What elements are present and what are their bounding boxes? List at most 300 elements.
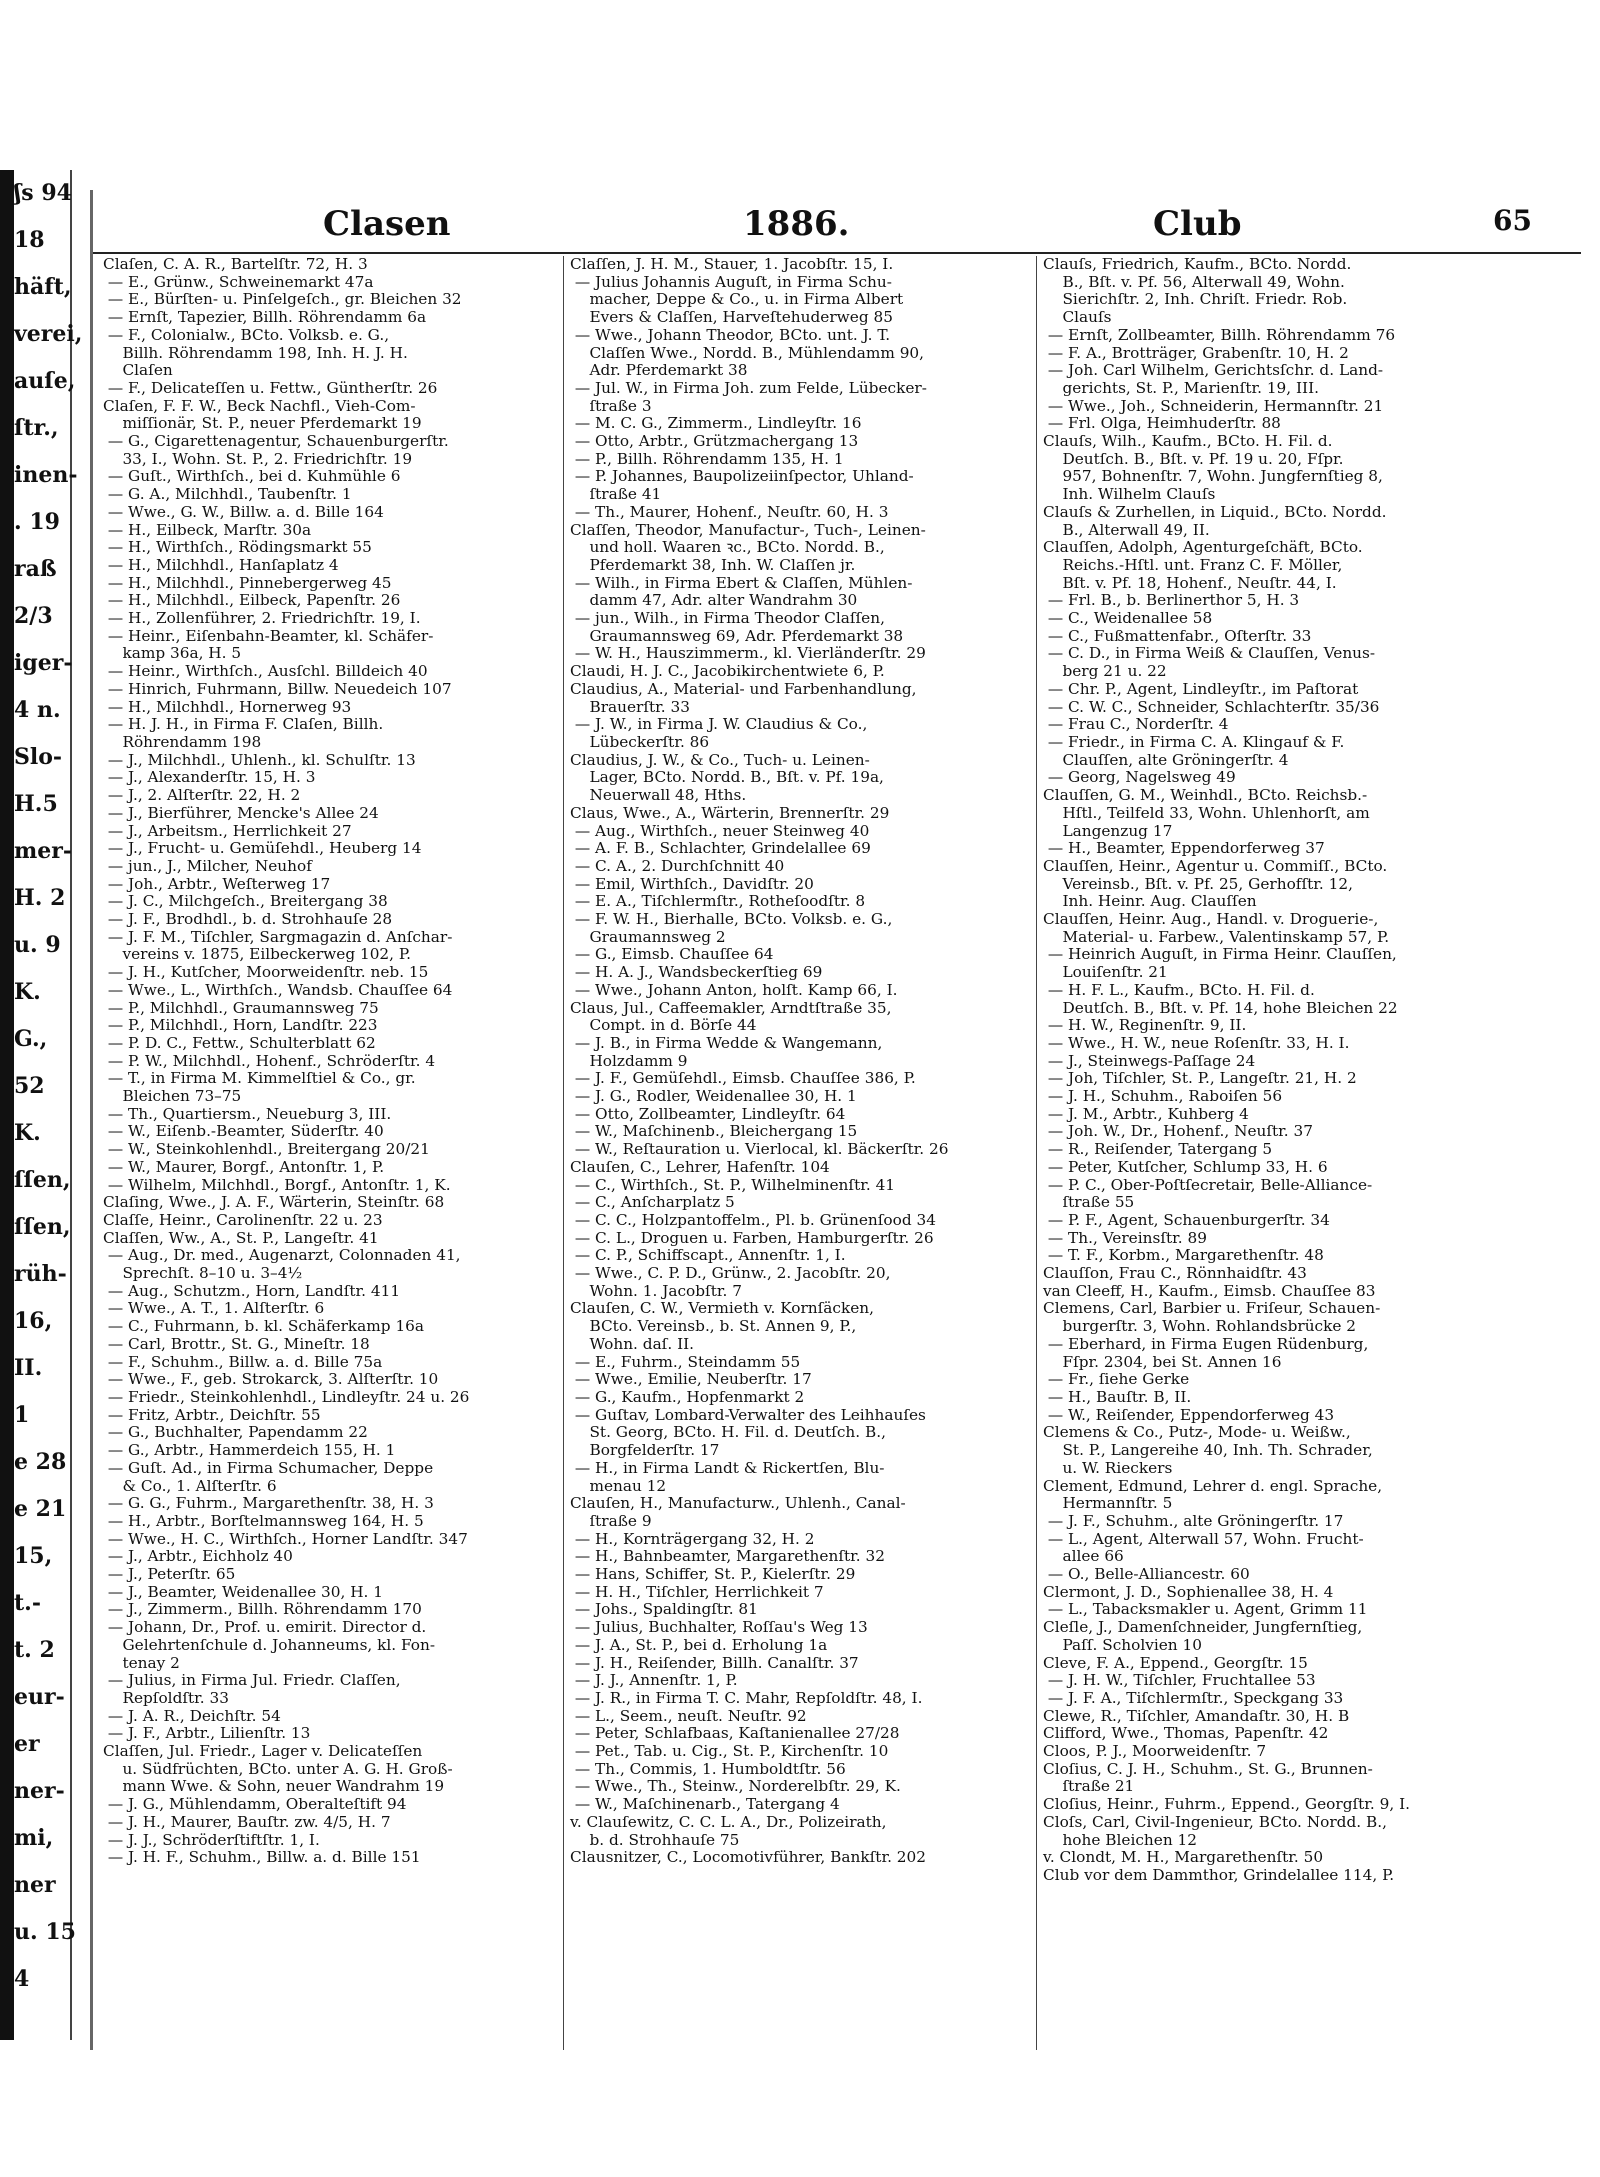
directory-entry-line: — J., Bierführer, Mencke's Allee 24 [103,803,379,822]
directory-entry-line: 33, I., Wohn. St. P., 2. Friedrichſtr. 19 [103,449,413,468]
directory-entry-line: — M. C. G., Zimmerm., Lindleyſtr. 16 [570,414,862,433]
directory-entry-line: — J. F., Gemüſehdl., Eimsb. Chauſſee 386, P. [570,1069,916,1088]
directory-entry-line: — L., Seem., neuſt. Neuſtr. 92 [570,1706,807,1725]
directory-entry-line: — Friedr., in Firma C. A. Klingauf & F. [1043,732,1345,751]
directory-entry-line: — H., Milchhdl., Eilbeck, Papenſtr. 26 [103,591,401,610]
directory-entry-line: — J., Arbeitsm., Herrlichkeit 27 [103,821,352,840]
directory-entry-line: kamp 36a, H. 5 [103,644,242,663]
directory-entry-line: — C. W. C., Schneider, Schlachterſtr. 35/36 [1043,697,1380,716]
directory-entry-line: — H., Kornträgergang 32, H. 2 [570,1529,815,1548]
directory-entry-line: 957, Bohnenſtr. 7, Wohn. Jungfernſtieg 8, [1043,467,1383,486]
directory-entry-line: berg 21 u. 22 [1043,662,1167,681]
directory-entry-line: — J., 2. Alſterſtr. 22, H. 2 [103,786,301,805]
directory-entry-line: — Frau C., Norderſtr. 4 [1043,715,1229,734]
directory-entry-line: Cleve, F. A., Eppend., Georgſtr. 15 [1043,1653,1308,1672]
directory-entry-line: — C. L., Droguen u. Farben, Hamburgerſtr. 26 [570,1228,934,1247]
margin-fragment: auſe, [14,368,76,394]
directory-entry-line: Adr. Pferdemarkt 38 [570,361,748,380]
directory-entry-line: Claſſen, Jul. Friedr., Lager v. Delicateſſen [103,1742,423,1761]
margin-fragment: e 28 [14,1449,67,1475]
directory-entry-line: Clauſſen, G. M., Weinhdl., BCto. Reichsb.- [1043,786,1368,805]
directory-entry-line: macher, Deppe & Co., u. in Firma Albert [570,290,904,309]
header-right-keyword: Club [1153,204,1242,244]
margin-fragment: 15, [14,1543,53,1569]
directory-entry-line: — Wwe., H. C., Wirthſch., Horner Landſtr. 347 [103,1529,468,1548]
margin-fragment: rüh- [14,1261,67,1287]
directory-entry-line: miſſionär, St. P., neuer Pferdemarkt 19 [103,414,422,433]
directory-entry-line: — Carl, Brottr., St. G., Mineſtr. 18 [103,1334,370,1353]
directory-entry-line: — H. H., Tiſchler, Herrlichkeit 7 [570,1582,824,1601]
previous-page-margin [0,170,83,2040]
directory-entry-line: — Fritz, Arbtr., Deichſtr. 55 [103,1405,321,1424]
directory-entry-line: — Wwe., L., Wirthſch., Wandsb. Chauſſee 64 [103,980,453,999]
directory-entry-line: — Heinr., Eiſenbahn-Beamter, kl. Schäfer- [103,626,434,645]
margin-fragment: ſtr., [14,415,59,441]
directory-entry-line: Claſen [103,361,173,380]
directory-entry-line: — J. B., in Firma Wedde & Wangemann, [570,1033,883,1052]
directory-entry-line: — O., Belle-Alliancestr. 60 [1043,1565,1250,1584]
margin-fragment: er [14,1731,40,1757]
directory-entry-line: ſtraße 3 [570,396,652,415]
directory-entry-line: — J. H., Kutſcher, Moorweidenſtr. neb. 15 [103,963,429,982]
directory-entry-line: — H., Eilbeck, Marſtr. 30a [103,520,312,539]
directory-entry-line: Claſſen Wwe., Nordd. B., Mühlendamm 90, [570,343,925,362]
directory-entry-line: Graumannsweg 2 [570,927,726,946]
directory-entry-line: Claſſen, Theodor, Manufactur-, Tuch-, Leinen- [570,520,926,539]
directory-entry-line: — Wwe., Joh., Schneiderin, Hermannſtr. 21 [1043,396,1384,415]
directory-entry-line: Claudius, J. W., & Co., Tuch- u. Leinen- [570,750,870,769]
directory-entry-line: — P., Milchhdl., Graumannsweg 75 [103,998,379,1017]
directory-entry-line: — L., Agent, Alterwall 57, Wohn. Frucht- [1043,1529,1364,1548]
margin-fragment: H.5 [14,791,58,817]
directory-entry-line: vereins v. 1875, Eilbeckerweg 102, P. [103,945,411,964]
directory-entry-line: — H., Milchhdl., Hanſaplatz 4 [103,555,339,574]
directory-entry-line: Vereinsb., Bſt. v. Pf. 25, Gerhofſtr. 12, [1043,874,1353,893]
directory-entry-line: — J., Alexanderſtr. 15, H. 3 [103,768,316,787]
directory-entry-line: — C. A., 2. Durchſchnitt 40 [570,856,785,875]
margin-fragment: G., [14,1026,48,1052]
directory-entry-line: ſtraße 21 [1043,1777,1135,1796]
directory-entry-line: Sprechſt. 8–10 u. 3–4½ [103,1264,303,1283]
directory-entry-line: — Frl. B., b. Berlinerthor 5, H. 3 [1043,591,1300,610]
directory-entry-line: — Wwe., F., geb. Strokarck, 3. Alſterſtr. 10 [103,1370,439,1389]
directory-entry-line: Evers & Claſſen, Harveſtehuderweg 85 [570,308,893,327]
directory-entry-line: — Julius Johannis Auguſt, in Firma Schu- [570,272,892,291]
directory-entry-line: — Wwe., G. W., Billw. a. d. Bille 164 [103,502,384,521]
directory-entry-line: — Hans, Schiffer, St. P., Kielerſtr. 29 [570,1565,856,1584]
directory-entry-line: — G., Cigarettenagentur, Schauenburgerſtr. [103,432,449,451]
margin-fragment: inen- [14,462,78,488]
column-divider [563,256,564,2050]
margin-fragment: . 19 [14,509,60,535]
directory-entry-line: — Wwe., C. P. D., Grünw., 2. Jacobſtr. 20, [570,1264,891,1283]
directory-entry-line: — P., Milchhdl., Horn, Landſtr. 223 [103,1016,378,1035]
directory-entry-line: — Wwe., Th., Steinw., Norderelbſtr. 29, K. [570,1777,901,1796]
margin-fragment: raß [14,556,57,582]
directory-entry-line: — J. W., in Firma J. W. Claudius & Co., [570,715,868,734]
directory-entry-line: damm 47, Adr. alter Wandrahm 30 [570,591,858,610]
margin-fragment: u. 15 [14,1919,76,1945]
directory-entry-line: — Ernſt, Tapezier, Billh. Röhrendamm 6a [103,308,427,327]
directory-entry-line: — Joh. W., Dr., Hohenf., Neuſtr. 37 [1043,1122,1313,1141]
directory-entry-line: & Co., 1. Alſterſtr. 6 [103,1476,277,1495]
directory-entry-line: Material- u. Farbew., Valentinskamp 57, P. [1043,927,1390,946]
directory-columns [97,256,1581,2050]
directory-entry-line: — Joh., Arbtr., Weſterweg 17 [103,874,331,893]
directory-entry-line: — Th., Commis, 1. Humboldtſtr. 56 [570,1759,846,1778]
directory-entry-line: — C., Wirthſch., St. P., Wilhelminenſtr. 41 [570,1175,896,1194]
directory-entry-line: — J. H. W., Tiſchler, Fruchtallee 53 [1043,1671,1316,1690]
directory-entry-line: — T. F., Korbm., Margarethenſtr. 48 [1043,1246,1324,1265]
directory-entry-line: — H., Beamter, Eppendorferweg 37 [1043,839,1325,858]
margin-fragment: ner- [14,1778,65,1804]
margin-fragment: 4 n. [14,697,61,723]
directory-entry-line: — Wilh., in Firma Ebert & Claſſen, Mühlen- [570,573,913,592]
directory-entry-line: — Wwe., A. T., 1. Alſterſtr. 6 [103,1299,325,1318]
margin-fragment: t. 2 [14,1637,55,1663]
directory-entry-line: — Heinr., Wirthſch., Ausſchl. Billdeich 40 [103,662,428,681]
directory-entry-line: und holl. Waaren ꝛc., BCto. Nordd. B., [570,538,885,557]
directory-entry-line: — H., Wirthſch., Rödingsmarkt 55 [103,538,372,557]
directory-entry-line: St. Georg, BCto. H. Fil. d. Deutſch. B., [570,1423,886,1442]
directory-entry-line: — H. W., Reginenſtr. 9, II. [1043,1016,1247,1035]
margin-fragment: 18 [14,227,45,253]
directory-entry-line: ſtraße 55 [1043,1193,1135,1212]
directory-entry-line: — Pet., Tab. u. Cig., St. P., Kirchenſtr. 10 [570,1742,889,1761]
directory-entry-line: Clauſen, C., Lehrer, Hafenſtr. 104 [570,1157,830,1176]
directory-page [90,190,1581,2050]
directory-entry-line: — W., Reſtauration u. Vierlocal, kl. Bäckerſtr. 26 [570,1140,949,1159]
directory-entry-line: Hſtl., Teilfeld 33, Wohn. Uhlenhorſt, am [1043,803,1370,822]
directory-entry-line: — F., Colonialw., BCto. Volksb. e. G., [103,325,390,344]
directory-entry-line: — J. G., Rodler, Weidenallee 30, H. 1 [570,1087,857,1106]
directory-entry-line: van Cleeff, H., Kaufm., Eimsb. Chauſſee 83 [1043,1281,1376,1300]
directory-entry-line: — J. M., Arbtr., Kuhberg 4 [1043,1104,1249,1123]
margin-fragment: mer- [14,838,72,864]
margin-fragment: II. [14,1355,43,1381]
directory-entry-line: Graumannsweg 69, Adr. Pferdemarkt 38 [570,626,904,645]
margin-fragment: ner [14,1872,56,1898]
directory-entry-line: Clement, Edmund, Lehrer d. engl. Sprache, [1043,1476,1383,1495]
directory-entry-line: Bſt. v. Pf. 18, Hohenf., Neuſtr. 44, I. [1043,573,1337,592]
margin-fragment: 52 [14,1073,45,1099]
margin-fragment: ʃs 94 [14,180,72,206]
directory-entry-line: — Julius, in Firma Jul. Friedr. Claſſen, [103,1671,401,1690]
directory-entry-line: — J. G., Mühlendamm, Oberalteſtift 94 [103,1795,407,1814]
directory-entry-line: — H., Bauſtr. B, II. [1043,1388,1192,1406]
directory-entry-line: tenay 2 [103,1653,180,1672]
directory-entry-line: Paſſ. Scholvien 10 [1043,1635,1202,1654]
margin-fragment: verei, [14,321,83,347]
directory-entry-line: Inh. Wilhelm Clauſs [1043,485,1216,504]
directory-entry-line: hohe Bleichen 12 [1043,1830,1198,1849]
directory-entry-line: — H. J. H., in Firma F. Claſen, Billh. [103,715,384,734]
directory-entry-line: — Chr. P., Agent, Lindleyſtr., im Paſtorat [1043,679,1359,698]
directory-entry-line: — J., Arbtr., Eichholz 40 [103,1547,293,1566]
directory-entry-line: — Fr., ſiehe Gerke [1043,1370,1190,1389]
directory-entry-line: — G., Arbtr., Hammerdeich 155, H. 1 [103,1441,396,1460]
directory-entry-line: — Wwe., Emilie, Neuberſtr. 17 [570,1370,812,1389]
directory-entry-line: — C., Anſcharplatz 5 [570,1193,735,1212]
directory-entry-line: — F., Schuhm., Billw. a. d. Bille 75a [103,1352,383,1371]
directory-entry-line: — W., Maſchinenarb., Tatergang 4 [570,1795,840,1814]
directory-entry-line: — J. F., Arbtr., Lilienſtr. 13 [103,1724,311,1743]
directory-entry-line: Wohn. 1. Jacobſtr. 7 [570,1281,742,1300]
directory-entry-line: — G. G., Fuhrm., Margarethenſtr. 38, H. 3 [103,1494,434,1513]
directory-entry-line: Reichs.-Hſtl. unt. Franz C. F. Möller, [1043,555,1343,574]
directory-entry-line: — F. W. H., Bierhalle, BCto. Volksb. e. G., [570,910,893,929]
directory-entry-line: — Aug., Wirthſch., neuer Steinweg 40 [570,821,870,840]
directory-entry-line: — Johs., Spaldingſtr. 81 [570,1600,758,1619]
directory-entry-line: — T., in Firma M. Kimmelſtiel & Co., gr. [103,1069,416,1088]
directory-entry-line: — Wilhelm, Milchhdl., Borgf., Antonſtr. 1, K. [103,1175,451,1194]
page-header [93,190,1581,260]
directory-entry-line: — Emil, Wirthſch., Davidſtr. 20 [570,874,814,893]
directory-entry-line: — J. F. M., Tiſchler, Sargmagazin d. Anſchar- [103,927,453,946]
directory-entry-line: u. Südfrüchten, BCto. unter A. G. H. Groß- [103,1759,453,1778]
directory-entry-line: Clauſs [1043,308,1112,327]
directory-entry-line: — R., Reiſender, Tatergang 5 [1043,1140,1273,1159]
directory-entry-line: — Guſt. Ad., in Firma Schumacher, Deppe [103,1458,434,1477]
directory-entry-line: — Hinrich, Fuhrmann, Billw. Neuedeich 107 [103,679,452,698]
directory-entry-line: B., Bſt. v. Pf. 56, Alterwall 49, Wohn. [1043,272,1345,291]
directory-entry-line: Claſen, F. F. W., Beck Nachfl., Vieh-Com- [103,396,416,415]
directory-entry-line: — Th., Maurer, Hohenf., Neuſtr. 60, H. 3 [570,502,889,521]
directory-entry-line: Billh. Röhrendamm 198, Inh. H. J. H. [103,343,408,362]
directory-entry-line: Hermannſtr. 5 [1043,1494,1173,1513]
margin-fragment: ſſen, [14,1214,71,1240]
directory-entry-line: b. d. Strohhauſe 75 [570,1830,740,1849]
directory-entry-line: — Th., Vereinsſtr. 89 [1043,1228,1207,1247]
directory-entry-line: Deutſch. B., Bſt. v. Pf. 14, hohe Bleichen 22 [1043,998,1398,1017]
directory-entry-line: — Guſt., Wirthſch., bei d. Kuhmühle 6 [103,467,401,486]
directory-entry-line: allee 66 [1043,1547,1124,1566]
directory-entry-line: — Eberhard, in Firma Eugen Rüdenburg, [1043,1334,1369,1353]
margin-fragment: 2/3 [14,603,53,629]
directory-entry-line: — P. C., Ober-Poſtſecretair, Belle-Alliance- [1043,1175,1373,1194]
directory-entry-line: — C., Fuhrmann, b. kl. Schäferkamp 16a [103,1317,425,1336]
directory-entry-line: Claſſe, Heinr., Carolinenſtr. 22 u. 23 [103,1210,383,1229]
directory-entry-line: ſtraße 41 [570,485,662,504]
directory-entry-line: — W., Maſchinenb., Bleichergang 15 [570,1122,858,1141]
directory-entry-line: burgerſtr. 3, Wohn. Rohlandsbrücke 2 [1043,1317,1357,1336]
directory-entry-line: — J. J., Schröderſtiftſtr. 1, I. [103,1830,320,1849]
margin-fragment: 4 [14,1966,30,1992]
margin-fragment: ſſen, [14,1167,71,1193]
directory-entry-line: — C., Fußmattenfabr., Oſterſtr. 33 [1043,626,1312,645]
directory-entry-line: — J. F., Brodhdl., b. d. Strohhauſe 28 [103,910,393,929]
directory-entry-line: — Wwe., Johann Theodor, BCto. unt. J. T. [570,325,891,344]
directory-entry-line: — Aug., Schutzm., Horn, Landſtr. 411 [103,1281,401,1300]
column-3 [1043,256,1503,2050]
directory-entry-line: Clifford, Wwe., Thomas, Papenſtr. 42 [1043,1724,1329,1743]
directory-entry-line: — J., Steinwegs-Paſſage 24 [1043,1051,1256,1070]
directory-entry-line: Claſing, Wwe., J. A. F., Wärterin, Steinſtr. 68 [103,1193,445,1212]
margin-fragment: K. [14,1120,41,1146]
directory-entry-line: — Heinrich Auguſt, in Firma Heinr. Clauſſen, [1043,945,1397,964]
directory-entry-line: Clauſſen, Adolph, Agenturgeſchäft, BCto. [1043,538,1363,557]
directory-entry-line: Clauſſon, Frau C., Rönnhaidſtr. 43 [1043,1264,1307,1283]
directory-entry-line: Clauſs, Friedrich, Kaufm., BCto. Nordd. [1043,255,1352,273]
directory-entry-line: Repſoldſtr. 33 [103,1688,229,1707]
directory-entry-line: — J. H., Schuhm., Raboiſen 56 [1043,1087,1283,1106]
directory-entry-line: — P. Johannes, Baupolizeiinſpector, Uhland- [570,467,914,486]
directory-entry-line: Claſen, C. A. R., Bartelſtr. 72, H. 3 [103,255,368,273]
directory-entry-line: — G. A., Milchhdl., Taubenſtr. 1 [103,485,352,504]
directory-entry-line: — W., Reiſender, Eppendorferweg 43 [1043,1405,1335,1424]
margin-fragment: mi, [14,1825,54,1851]
directory-entry-line: — Peter, Kutſcher, Schlump 33, H. 6 [1043,1157,1328,1176]
directory-entry-line: Compt. in d. Börſe 44 [570,1016,757,1035]
directory-entry-line: — Johann, Dr., Prof. u. emirit. Director d. [103,1618,427,1637]
directory-entry-line: Claudi, H. J. C., Jacobikirchentwiete 6, P. [570,662,885,681]
directory-entry-line: — E., Fuhrm., Steindamm 55 [570,1352,801,1371]
directory-entry-line: Claus, Wwe., A., Wärterin, Brennerſtr. 29 [570,803,890,822]
directory-entry-line: — Wwe., Johann Anton, holſt. Kamp 66, I. [570,980,898,999]
directory-entry-line: — J., Peterſtr. 65 [103,1565,236,1584]
directory-entry-line: Inh. Heinr. Aug. Clauſſen [1043,892,1257,911]
directory-entry-line: B., Alterwall 49, II. [1043,520,1210,539]
directory-entry-line: — E., Grünw., Schweinemarkt 47a [103,272,374,291]
directory-entry-line: Cloſius, Heinr., Fuhrm., Eppend., Georgſtr. 9, I. [1043,1795,1411,1814]
directory-entry-line: Gelehrtenſchule d. Johanneums, kl. Fon- [103,1635,436,1654]
directory-entry-line: — H., Zollenführer, 2. Friedrichſtr. 19, I. [103,609,421,628]
directory-entry-line: — Joh, Tiſchler, St. P., Langeſtr. 21, H. 2 [1043,1069,1357,1088]
directory-entry-line: BCto. Vereinsb., b. St. Annen 9, P., [570,1317,857,1336]
directory-entry-line: — J. H., Maurer, Bauſtr. zw. 4/5, H. 7 [103,1812,391,1831]
margin-fragment: e 21 [14,1496,67,1522]
directory-entry-line: — E. A., Tiſchlermſtr., Rotheſoodſtr. 8 [570,892,866,911]
directory-entry-line: menau 12 [570,1476,667,1495]
margin-fragment: u. 9 [14,932,61,958]
directory-entry-line: v. Clauſewitz, C. C. L. A., Dr., Polizeirath, [570,1812,887,1831]
directory-entry-line: — J., Zimmerm., Billh. Röhrendamm 170 [103,1600,422,1619]
directory-entry-line: Clauſs & Zurhellen, in Liquid., BCto. Nordd. [1043,502,1387,521]
directory-entry-line: Claſſen, Ww., A., St. P., Langeſtr. 41 [103,1228,379,1247]
directory-entry-line: — E., Bürſten- u. Pinſelgeſch., gr. Bleichen 32 [103,290,462,309]
directory-entry-line: — L., Tabacksmakler u. Agent, Grimm 11 [1043,1600,1368,1619]
directory-entry-line: — P. D. C., Fettw., Schulterblatt 62 [103,1033,376,1052]
directory-entry-line: Holzdamm 9 [570,1051,688,1070]
directory-entry-line: — J. J., Annenſtr. 1, P. [570,1671,738,1690]
directory-entry-line: — J. H. F., Schuhm., Billw. a. d. Bille 151 [103,1848,421,1867]
directory-entry-line: — P. F., Agent, Schauenburgerſtr. 34 [1043,1210,1330,1229]
margin-fragment: K. [14,979,41,1005]
margin-fragment: H. 2 [14,885,66,911]
page-number: 65 [1493,204,1532,237]
directory-entry-line: — G., Buchhalter, Papendamm 22 [103,1423,368,1442]
directory-entry-line: — F., Delicateſſen u. Fettw., Güntherſtr. 26 [103,378,438,397]
directory-entry-line: Clemens, Carl, Barbier u. Friſeur, Schauen- [1043,1299,1381,1318]
page-gutter-shadow [0,170,14,2040]
margin-fragment: eur- [14,1684,65,1710]
directory-entry-line: — Jul. W., in Firma Joh. zum Felde, Lübecker- [570,378,927,397]
margin-fragment: Slo- [14,744,63,770]
directory-entry-line: — Otto, Arbtr., Grützmachergang 13 [570,432,859,451]
directory-entry-line: mann Wwe. & Sohn, neuer Wandrahm 19 [103,1777,445,1796]
directory-entry-line: — P. W., Milchhdl., Hohenf., Schröderſtr. 4 [103,1051,436,1070]
directory-entry-line: — W., Maurer, Borgf., Antonſtr. 1, P. [103,1157,385,1176]
directory-entry-line: — J. F., Schuhm., alte Gröningerſtr. 17 [1043,1511,1344,1530]
directory-entry-line: Fſpr. 2304, bei St. Annen 16 [1043,1352,1282,1371]
directory-entry-line: Langenzug 17 [1043,821,1173,840]
directory-entry-line: Lübeckerſtr. 86 [570,732,710,751]
margin-fragment: 1 [14,1402,30,1428]
directory-entry-line: Deutſch. B., Bſt. v. Pf. 19 u. 20, Fſpr. [1043,449,1344,468]
directory-entry-line: Clausnitzer, C., Locomotivführer, Bankſtr. 202 [570,1848,926,1867]
directory-entry-line: — G., Eimsb. Chauſſee 64 [570,945,774,964]
directory-entry-line: — F. A., Brotträger, Grabenſtr. 10, H. 2 [1043,343,1349,362]
directory-entry-line: — H., Milchhdl., Pinnebergerweg 45 [103,573,392,592]
directory-entry-line: — Peter, Schlafbaas, Kaſtanienallee 27/28 [570,1724,900,1743]
directory-entry-line: — Georg, Nagelsweg 49 [1043,768,1236,787]
directory-entry-line: gerichts, St. P., Marienſtr. 19, III. [1043,378,1320,397]
directory-entry-line: Cloos, P. J., Moorweidenſtr. 7 [1043,1742,1267,1761]
directory-entry-line: — C. C., Holzpantoffelm., Pl. b. Grünenſood 34 [570,1210,936,1229]
directory-entry-line: — Friedr., Steinkohlenhdl., Lindleyſtr. 24 u. 26 [103,1388,470,1406]
directory-entry-line: u. W. Rieckers [1043,1458,1173,1477]
directory-entry-line: — Otto, Zollbeamter, Lindleyſtr. 64 [570,1104,846,1123]
directory-entry-line: Clewe, R., Tiſchler, Amandaſtr. 30, H. B [1043,1706,1350,1725]
directory-entry-line: — C. P., Schiffscapt., Annenſtr. 1, I. [570,1246,846,1265]
column-1 [103,256,558,2050]
directory-entry-line: Clauſs, Wilh., Kaufm., BCto. H. Fil. d. [1043,432,1333,451]
directory-entry-line: Clauſen, H., Manufacturw., Uhlenh., Canal- [570,1494,906,1513]
directory-entry-line: — A. F. B., Schlachter, Grindelallee 69 [570,839,871,858]
directory-entry-line: — Joh. Carl Wilhelm, Gerichtsſchr. d. Land- [1043,361,1384,380]
directory-entry-line: Brauerſtr. 33 [570,697,690,716]
margin-fragment: 16, [14,1308,53,1334]
directory-entry-line: — J., Milchhdl., Uhlenh., kl. Schulſtr. 13 [103,750,416,769]
directory-entry-line: — W. H., Hauszimmerm., kl. Vierländerſtr. 29 [570,644,926,663]
margin-fragment: häft, [14,274,72,300]
directory-entry-line: Claudius, A., Material- und Farbenhandlung, [570,679,917,698]
directory-entry-line: — J., Beamter, Weidenallee 30, H. 1 [103,1582,384,1601]
directory-entry-line: — J., Frucht- u. Gemüſehdl., Heuberg 14 [103,839,422,858]
directory-entry-line: — Ernſt, Zollbeamter, Billh. Röhrendamm 76 [1043,325,1396,344]
directory-entry-line: — P., Billh. Röhrendamm 135, H. 1 [570,449,844,468]
directory-entry-line: — Aug., Dr. med., Augenarzt, Colonnaden 41, [103,1246,461,1265]
directory-entry-line: — J. H., Reiſender, Billh. Canalſtr. 37 [570,1653,859,1672]
directory-entry-line: — Guſtav, Lombard-Verwalter des Leihhauſes [570,1405,926,1424]
directory-entry-line: — H. F. L., Kaufm., BCto. H. Fil. d. [1043,980,1315,999]
directory-entry-line: — Th., Quartiersm., Neueburg 3, III. [103,1104,392,1123]
directory-entry-line: Louiſenſtr. 21 [1043,963,1168,982]
directory-entry-line: — J. A., St. P., bei d. Erholung 1a [570,1635,828,1654]
directory-entry-line: Röhrendamm 198 [103,732,262,751]
directory-entry-line: — W., Steinkohlenhdl., Breitergang 20/21 [103,1140,430,1159]
directory-entry-line: — Wwe., H. W., neue Roſenſtr. 33, H. I. [1043,1033,1350,1052]
directory-entry-line: Cloſs, Carl, Civil-Ingenieur, BCto. Nordd. B., [1043,1812,1387,1831]
directory-entry-line: Bleichen 73–75 [103,1087,242,1106]
directory-entry-line: — Frl. Olga, Heimhuderſtr. 88 [1043,414,1281,433]
directory-entry-line: Wohn. daſ. II. [570,1334,695,1353]
directory-entry-line: Cleſle, J., Damenſchneider, Jungfernſtieg, [1043,1618,1363,1637]
column-2 [570,256,1030,2050]
directory-entry-line: Club vor dem Dammthor, Grindelallee 114, P. [1043,1865,1395,1884]
directory-entry-line: Claus, Jul., Caffeemakler, Arndtſtraße 35, [570,998,892,1017]
directory-entry-line: Cloſius, C. J. H., Schuhm., St. G., Brunnen- [1043,1759,1373,1778]
column-divider [1036,256,1037,2050]
directory-entry-line: Clemens & Co., Putz-, Mode- u. Weißw., [1043,1423,1351,1442]
directory-entry-line: Clauſſen, Heinr., Agentur u. Commiſſ., BCto. [1043,856,1388,875]
directory-entry-line: — C. D., in Firma Weiß & Clauſſen, Venus- [1043,644,1376,663]
directory-entry-line: — C., Weidenallee 58 [1043,609,1213,628]
directory-entry-line: Sierichſtr. 2, Inh. Chriſt. Friedr. Rob. [1043,290,1348,309]
directory-entry-line: — jun., Wilh., in Firma Theodor Claſſen, [570,609,885,628]
directory-entry-line: Claſſen, J. H. M., Stauer, 1. Jacobſtr. 15, I. [570,255,894,273]
directory-entry-line: — H., Bahnbeamter, Margarethenſtr. 32 [570,1547,885,1566]
